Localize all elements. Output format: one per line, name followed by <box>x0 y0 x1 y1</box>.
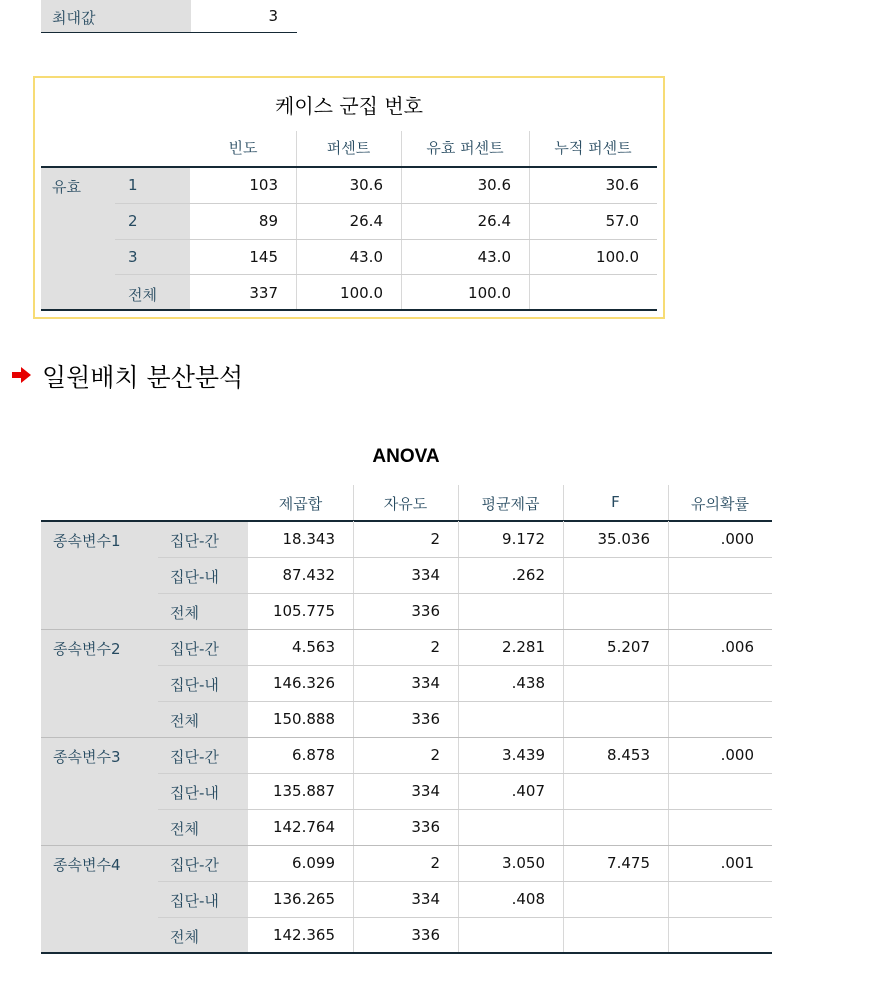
anova-row-rule <box>158 557 772 558</box>
anova-group-rule <box>41 737 772 738</box>
anova-row-rule <box>158 917 772 918</box>
anova-cell: .407 <box>511 782 545 800</box>
anova-row-label: 전체 <box>170 928 199 946</box>
anova-cell: .438 <box>511 674 545 692</box>
anova-table-title: ANOVA <box>372 446 440 467</box>
anova-cell: 2.281 <box>502 638 545 656</box>
freq-cell: 100.0 <box>340 284 383 302</box>
freq-row-label: 전체 <box>128 286 157 304</box>
anova-cell: 336 <box>411 602 440 620</box>
anova-group-label: 종속변수4 <box>53 856 121 874</box>
freq-header-percent: 퍼센트 <box>326 139 371 157</box>
anova-row-label: 집단-간 <box>170 532 219 550</box>
freq-group-valid-label: 유효 <box>52 178 81 196</box>
anova-header-separator <box>353 485 354 521</box>
anova-cell: .000 <box>720 530 754 548</box>
freq-bottom-rule <box>41 309 657 311</box>
anova-cell: 2 <box>430 638 440 656</box>
freq-row-label: 2 <box>128 212 138 230</box>
anova-row-label: 전체 <box>170 712 199 730</box>
freq-cell: 89 <box>258 212 278 230</box>
section-heading-text: 일원배치 분산분석 <box>42 363 244 392</box>
anova-row-rule <box>158 701 772 702</box>
anova-cell: 142.764 <box>272 818 335 836</box>
anova-cell: 136.265 <box>272 890 335 908</box>
anova-row-label: 집단-간 <box>170 856 219 874</box>
anova-header-cell: 제곱합 <box>278 495 323 513</box>
anova-row-label: 집단-내 <box>170 784 219 802</box>
anova-header-separator <box>668 485 669 521</box>
red-arrow-right-icon <box>10 363 34 387</box>
freq-cell: 57.0 <box>605 212 639 230</box>
anova-cell: .001 <box>720 854 754 872</box>
anova-cell: 146.326 <box>272 674 335 692</box>
summary-max-value: 3 <box>268 7 278 25</box>
anova-cell: 6.878 <box>292 746 335 764</box>
anova-cell: 6.099 <box>292 854 335 872</box>
freq-header-separator <box>401 131 402 167</box>
anova-cell: 334 <box>411 566 440 584</box>
freq-row-rule <box>115 203 657 204</box>
freq-row-label: 3 <box>128 248 138 266</box>
freq-cell: 145 <box>249 248 278 266</box>
anova-cell: 135.887 <box>272 782 335 800</box>
summary-bottom-rule <box>41 32 297 33</box>
anova-header-cell: 유의확률 <box>691 495 749 513</box>
anova-cell: 336 <box>411 818 440 836</box>
freq-row-label: 1 <box>128 176 138 194</box>
freq-row-rule <box>115 274 657 275</box>
anova-row-rule <box>158 665 772 666</box>
anova-cell: .262 <box>511 566 545 584</box>
freq-header-rule <box>41 166 657 168</box>
anova-cell: 334 <box>411 890 440 908</box>
anova-cell: 4.563 <box>292 638 335 656</box>
anova-cell: 9.172 <box>502 530 545 548</box>
anova-cell: 2 <box>430 530 440 548</box>
summary-max-label: 최대값 <box>52 9 96 27</box>
anova-cell: .408 <box>511 890 545 908</box>
anova-group-rule <box>41 629 772 630</box>
anova-header-cell: 자유도 <box>383 495 428 513</box>
freq-row-rule <box>115 239 657 240</box>
anova-cell: 18.343 <box>282 530 335 548</box>
anova-group-label: 종속변수1 <box>53 532 121 550</box>
freq-header-frequency: 빈도 <box>228 139 258 157</box>
anova-row-label: 집단-내 <box>170 568 219 586</box>
anova-row-rule <box>158 881 772 882</box>
freq-cell: 30.6 <box>349 176 383 194</box>
anova-row-label: 집단-내 <box>170 676 219 694</box>
anova-row-rule <box>158 773 772 774</box>
anova-group-rule <box>41 845 772 846</box>
freq-header-separator <box>529 131 530 167</box>
anova-cell: .006 <box>720 638 754 656</box>
freq-header-valid-percent: 유효 퍼센트 <box>426 139 504 157</box>
anova-cell: 35.036 <box>597 530 650 548</box>
anova-header-separator <box>458 485 459 521</box>
anova-row-label: 전체 <box>170 820 199 838</box>
anova-cell: 334 <box>411 782 440 800</box>
anova-header-cell: 평균제곱 <box>481 495 540 513</box>
anova-row-rule <box>158 593 772 594</box>
anova-cell: 3.439 <box>502 746 545 764</box>
freq-cell: 337 <box>249 284 278 302</box>
anova-cell: 7.475 <box>607 854 650 872</box>
freq-cell: 26.4 <box>477 212 511 230</box>
anova-header-separator <box>563 485 564 521</box>
anova-row-label: 전체 <box>170 604 199 622</box>
frequency-table-title: 케이스 군집 번호 <box>275 94 423 118</box>
anova-header-cell: F <box>611 493 620 511</box>
freq-cell: 100.0 <box>596 248 639 266</box>
anova-cell: 5.207 <box>607 638 650 656</box>
anova-cell: 2 <box>430 854 440 872</box>
anova-cell: 3.050 <box>502 854 545 872</box>
anova-row-label: 집단-간 <box>170 748 219 766</box>
anova-cell: 8.453 <box>607 746 650 764</box>
freq-cell: 100.0 <box>468 284 511 302</box>
anova-cell: 87.432 <box>282 566 335 584</box>
anova-row-label: 집단-내 <box>170 892 219 910</box>
freq-cell: 43.0 <box>349 248 383 266</box>
freq-header-separator <box>296 131 297 167</box>
freq-header-cumulative-percent: 누적 퍼센트 <box>554 139 632 157</box>
anova-row-label: 집단-간 <box>170 640 219 658</box>
anova-cell: 105.775 <box>272 602 335 620</box>
anova-bottom-rule <box>41 952 772 954</box>
anova-cell: 336 <box>411 710 440 728</box>
freq-cell: 30.6 <box>477 176 511 194</box>
anova-group-label: 종속변수3 <box>53 748 121 766</box>
anova-cell: 2 <box>430 746 440 764</box>
anova-cell: 150.888 <box>272 710 335 728</box>
anova-cell: 142.365 <box>272 926 335 944</box>
freq-cell: 30.6 <box>605 176 639 194</box>
anova-header-rule <box>41 520 772 522</box>
freq-cell: 103 <box>249 176 278 194</box>
anova-group-label: 종속변수2 <box>53 640 121 658</box>
anova-row-rule <box>158 809 772 810</box>
anova-cell: .000 <box>720 746 754 764</box>
freq-cell: 26.4 <box>349 212 383 230</box>
freq-cell: 43.0 <box>477 248 511 266</box>
anova-cell: 334 <box>411 674 440 692</box>
anova-cell: 336 <box>411 926 440 944</box>
